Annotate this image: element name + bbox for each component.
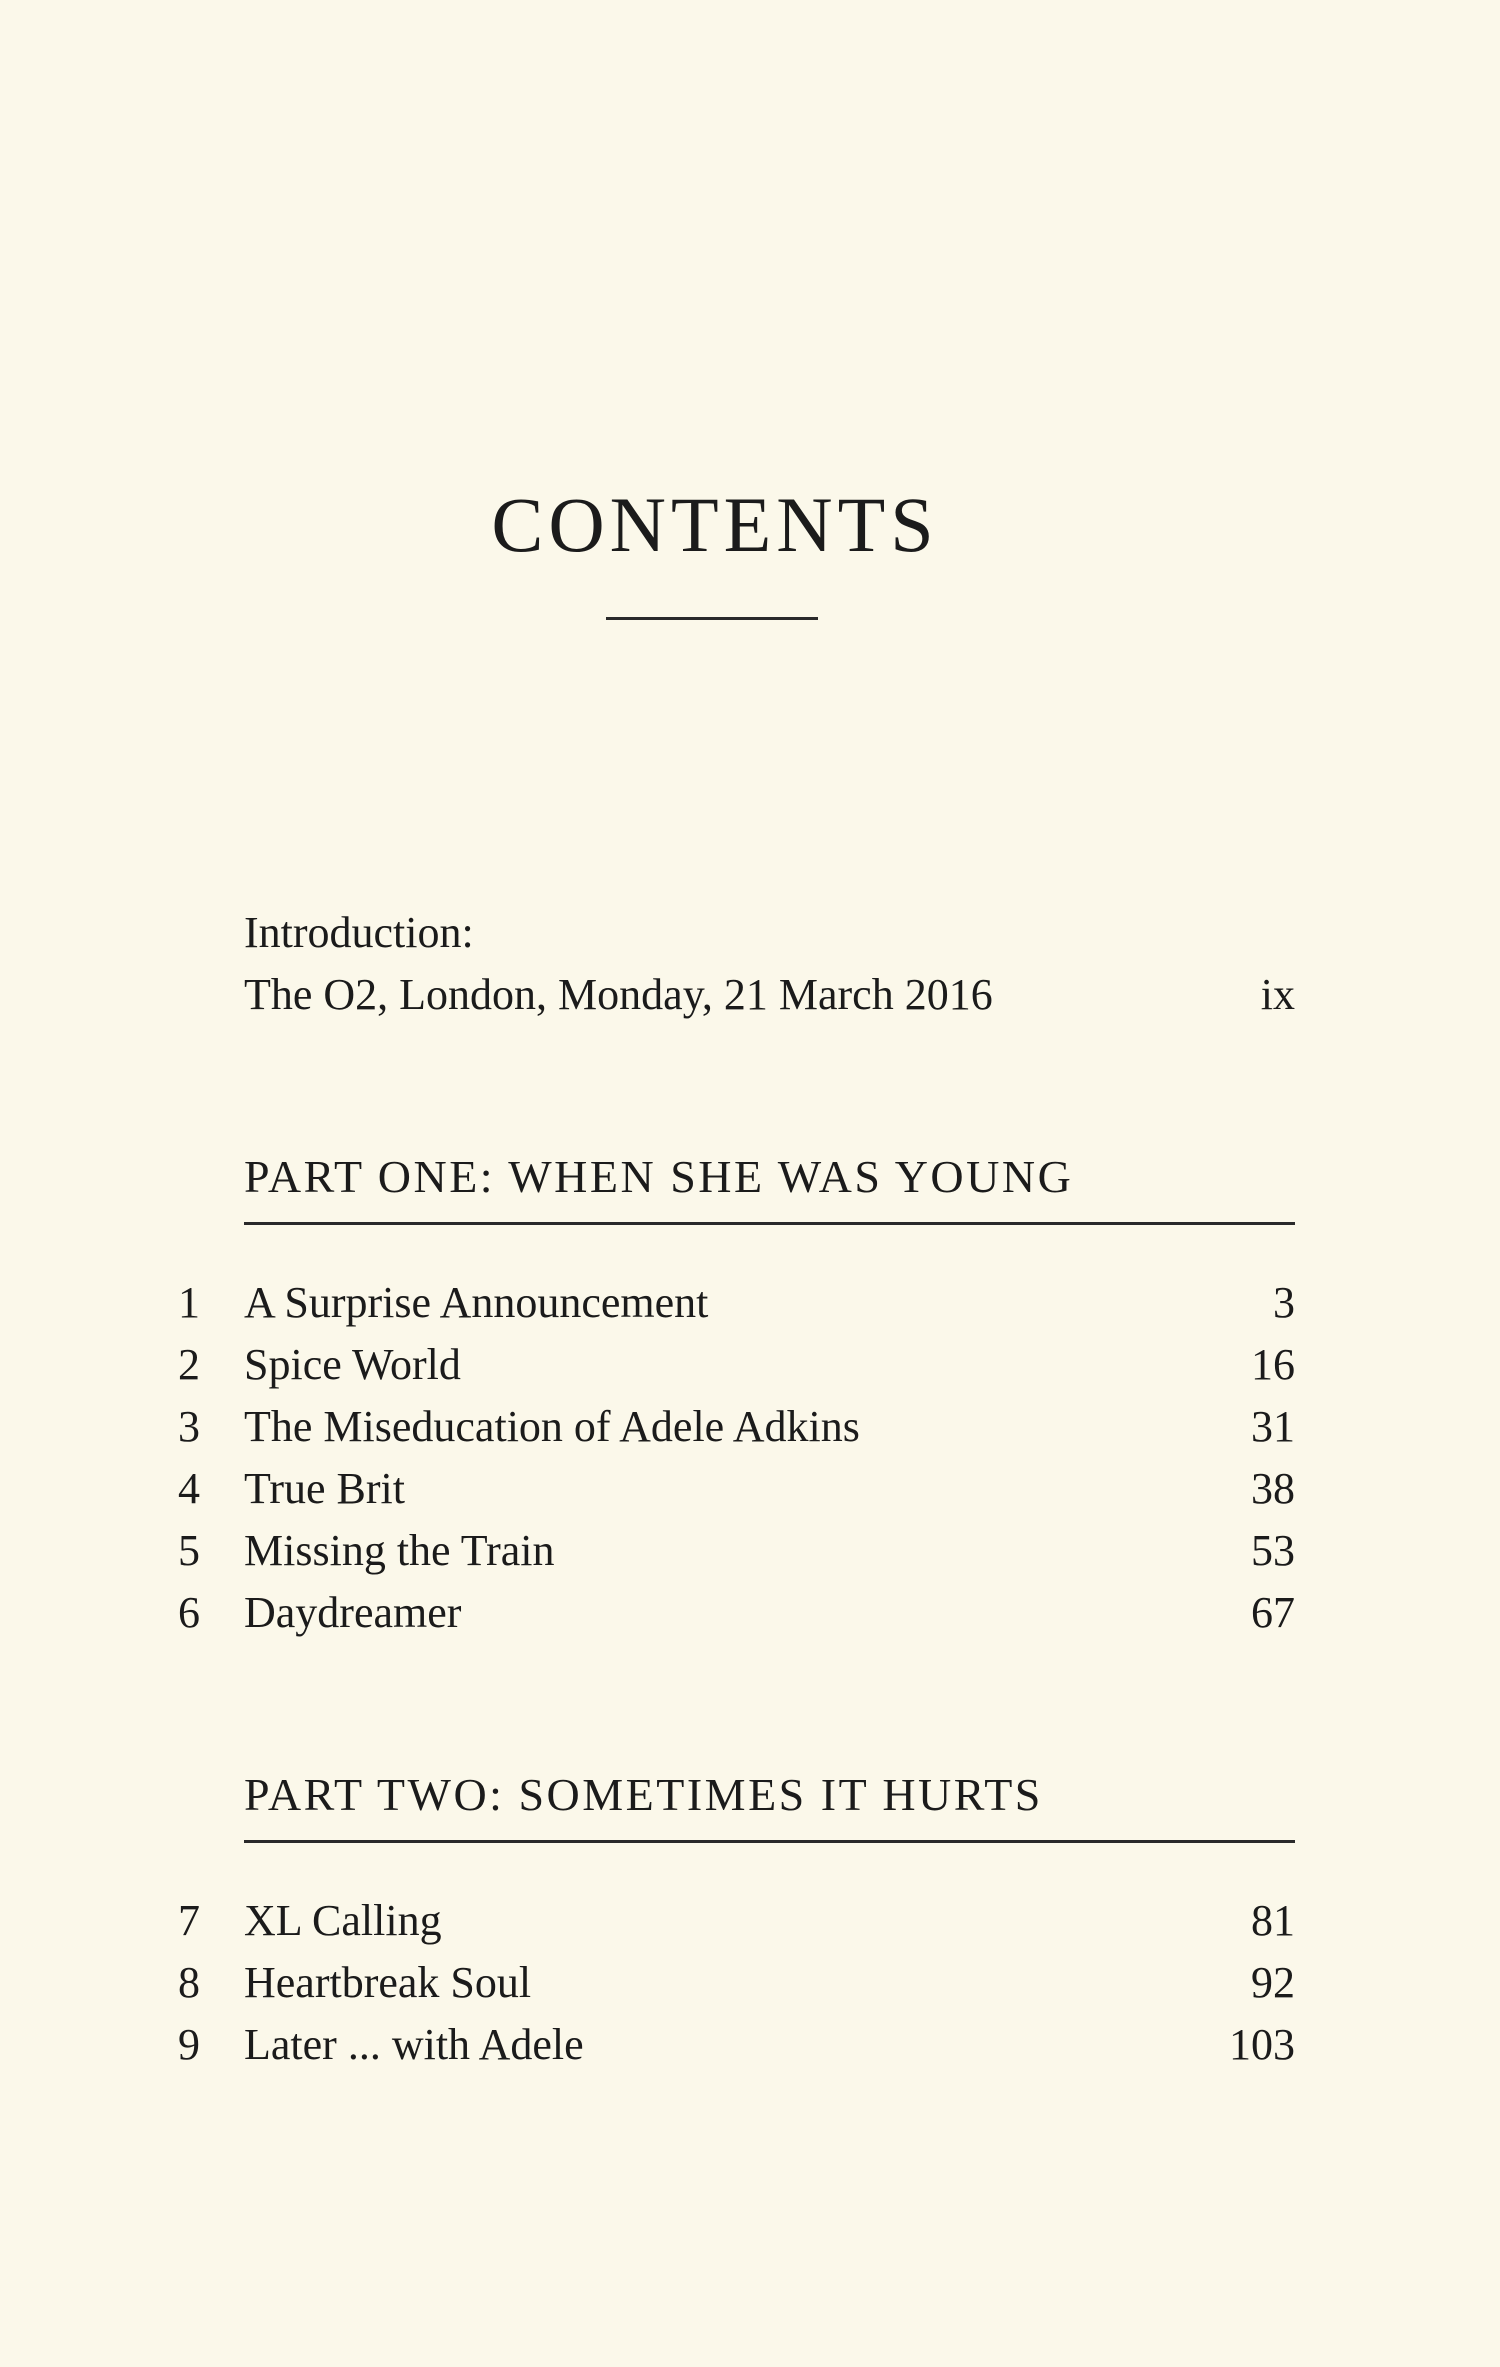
chapter-title: Spice World: [244, 1340, 461, 1389]
chapter-page-number: 103: [1229, 2020, 1295, 2069]
chapter-title: True Brit: [244, 1464, 405, 1513]
chapter-entry[interactable]: [0, 1582, 1500, 1644]
chapter-number: 1: [178, 1278, 200, 1327]
chapter-page-number: 38: [1251, 1464, 1295, 1513]
part-one-divider: [244, 1222, 1295, 1225]
chapter-entry[interactable]: [0, 1890, 1500, 1952]
chapter-entry[interactable]: [0, 1458, 1500, 1520]
chapter-page-number: 3: [1273, 1278, 1295, 1327]
chapter-entry[interactable]: [0, 1952, 1500, 2014]
chapter-page-number: 81: [1251, 1896, 1295, 1945]
chapter-number: 6: [178, 1588, 200, 1637]
chapter-number: 3: [178, 1402, 200, 1451]
part-one-heading: PART ONE: WHEN SHE WAS YOUNG: [244, 1151, 1074, 1202]
introduction-page-number: ix: [1260, 970, 1295, 1019]
chapter-number: 5: [178, 1526, 200, 1575]
chapter-title: Heartbreak Soul: [244, 1958, 532, 2007]
chapter-title: A Surprise Announcement: [244, 1278, 709, 1327]
part-two-divider: [244, 1840, 1295, 1843]
chapter-page-number: 31: [1251, 1402, 1295, 1451]
chapter-title: Later ... with Adele: [244, 2020, 584, 2069]
chapter-number: 8: [178, 1958, 200, 2007]
chapter-page-number: 92: [1251, 1958, 1295, 2007]
chapter-number: 7: [178, 1896, 200, 1945]
part-two-chapter-list: [0, 1890, 1500, 2076]
part-two-heading: PART TWO: SOMETIMES IT HURTS: [244, 1769, 1043, 1820]
chapter-page-number: 16: [1251, 1340, 1295, 1389]
chapter-entry[interactable]: [0, 1396, 1500, 1458]
chapter-entry[interactable]: [0, 2014, 1500, 2076]
chapter-title: Daydreamer: [244, 1588, 462, 1637]
introduction-subtitle: The O2, London, Monday, 21 March 2016: [244, 970, 993, 1019]
chapter-page-number: 53: [1251, 1526, 1295, 1575]
chapter-number: 4: [178, 1464, 200, 1513]
chapter-page-number: 67: [1251, 1588, 1295, 1637]
chapter-title: The Miseducation of Adele Adkins: [244, 1402, 860, 1451]
introduction-label: Introduction:: [244, 908, 474, 957]
chapter-entry[interactable]: [0, 1272, 1500, 1334]
title-divider: [606, 617, 818, 620]
chapter-title: XL Calling: [244, 1896, 442, 1945]
part-one-chapter-list: [0, 1272, 1500, 1644]
chapter-title: Missing the Train: [244, 1526, 555, 1575]
chapter-number: 2: [178, 1340, 200, 1389]
chapter-entry[interactable]: [0, 1520, 1500, 1582]
chapter-entry[interactable]: [0, 1334, 1500, 1396]
chapter-number: 9: [178, 2020, 200, 2069]
page-title: CONTENTS: [491, 481, 939, 568]
